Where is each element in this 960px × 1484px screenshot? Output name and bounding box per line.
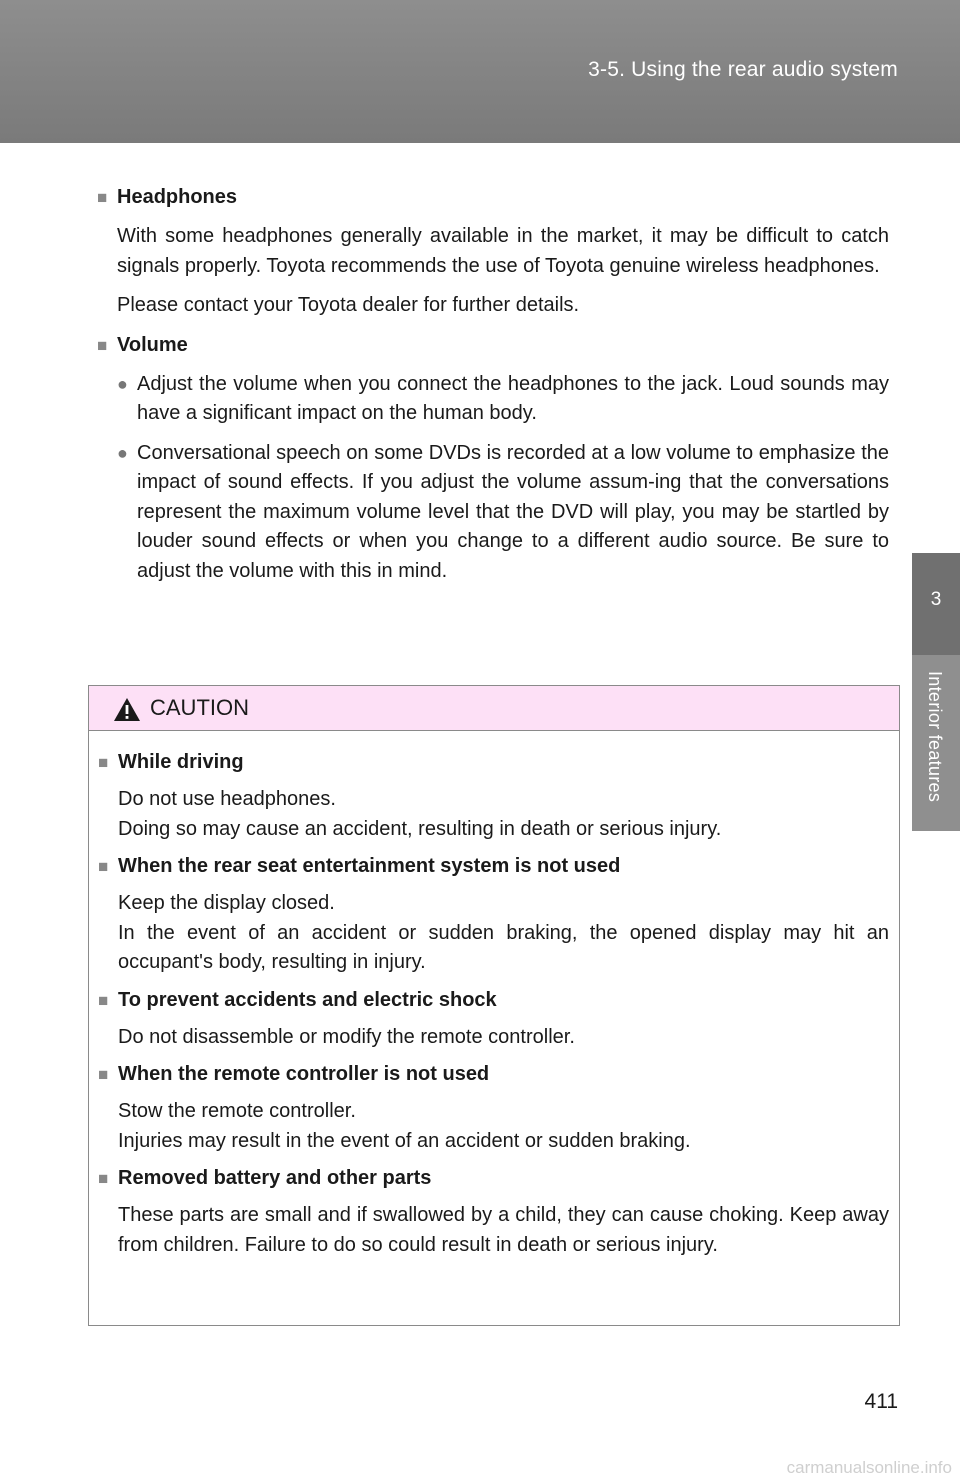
caution-body [89, 731, 899, 1260]
caution-item-heading [98, 748, 889, 777]
heading-text: Headphones [117, 186, 238, 208]
square-bullet-icon: ■ [97, 188, 108, 207]
caution-item [98, 1060, 889, 1156]
square-bullet-icon: ■ [98, 990, 109, 1010]
caution-paragraph: Stow the remote controller. Injuries may result in the event of an accident or sudden braking. [118, 1100, 691, 1152]
caution-header [89, 686, 899, 731]
heading-text: When the remote controller is not used [118, 1063, 490, 1085]
caution-paragraph: These parts are small and if swallowed by a child, they can cause choking. Keep away from children. Failure to do so could result in death or serious injury. [118, 1204, 889, 1256]
heading-text: Removed battery and other parts [118, 1167, 432, 1189]
chapter-number: 3 [930, 589, 942, 610]
caution-item [98, 1164, 889, 1260]
section-volume [97, 331, 889, 587]
caution-item-heading [98, 986, 889, 1015]
watermark: carmanualsonline.info [786, 1458, 952, 1477]
heading-text: Volume [117, 333, 188, 356]
paragraph: With some headphones generally available in the market, it may be difficult to catch signals properly. Toyota recommends the use of Toyota genuine wireless headphones. [117, 225, 889, 277]
square-bullet-icon: ■ [98, 1169, 109, 1188]
caution-item [98, 748, 889, 844]
section-heading [97, 331, 889, 360]
square-bullet-icon: ■ [98, 857, 109, 876]
square-bullet-icon: ■ [97, 335, 108, 355]
heading-text: While driving [118, 751, 244, 773]
chapter-label: Interior features [925, 671, 945, 803]
caution-item-heading [98, 1164, 889, 1193]
caution-paragraph: Do not use headphones. Doing so may cause an accident, resulting in death or serious injury. [118, 788, 722, 840]
square-bullet-icon: ■ [98, 1065, 109, 1084]
section-headphones [97, 183, 889, 321]
circle-bullet-icon: ● [117, 373, 128, 394]
page-number: 411 [864, 1390, 898, 1413]
circle-bullet-icon: ● [117, 442, 128, 463]
caution-item-heading [98, 1060, 889, 1089]
section-heading [97, 183, 889, 212]
list-item [117, 370, 889, 429]
chapter-label-tab [912, 655, 960, 831]
chapter-tab [912, 553, 960, 655]
section-title: 3-5. Using the rear audio system [588, 58, 898, 81]
heading-text: When the rear seat entertainment system is not used [118, 855, 621, 877]
square-bullet-icon: ■ [98, 753, 109, 772]
caution-box [88, 685, 900, 1326]
heading-text: To prevent accidents and electric shock [118, 988, 497, 1011]
page-header [0, 0, 960, 143]
list-item-text: Adjust the volume when you connect the headphones to the jack. Loud sounds may have a significant impact on the human body. [137, 372, 889, 424]
caution-item-heading [98, 852, 889, 881]
caution-paragraph: Keep the display closed. In the event of an accident or sudden braking, the opened display may hit an occupant's body, resulting in injury. [118, 892, 889, 973]
caution-paragraph: Do not disassemble or modify the remote controller. [118, 1025, 575, 1048]
caution-title: CAUTION [150, 695, 249, 720]
paragraph: Please contact your Toyota dealer for further details. [117, 294, 580, 316]
warning-triangle-icon [113, 697, 141, 722]
caution-item [98, 852, 889, 978]
caution-item [98, 986, 889, 1053]
list-item-text: Conversational speech on some DVDs is recorded at a low volume to emphasize the impact of sound effects. If you adjust the volume assum-ing that the conversations represent the maximum volume level that the DVD will play, you may be startled by louder sound effects or when you change to a different audio source. Be sure to adjust the volume with this in mind. [137, 441, 889, 582]
list-item [117, 439, 889, 587]
main-content [97, 183, 889, 596]
